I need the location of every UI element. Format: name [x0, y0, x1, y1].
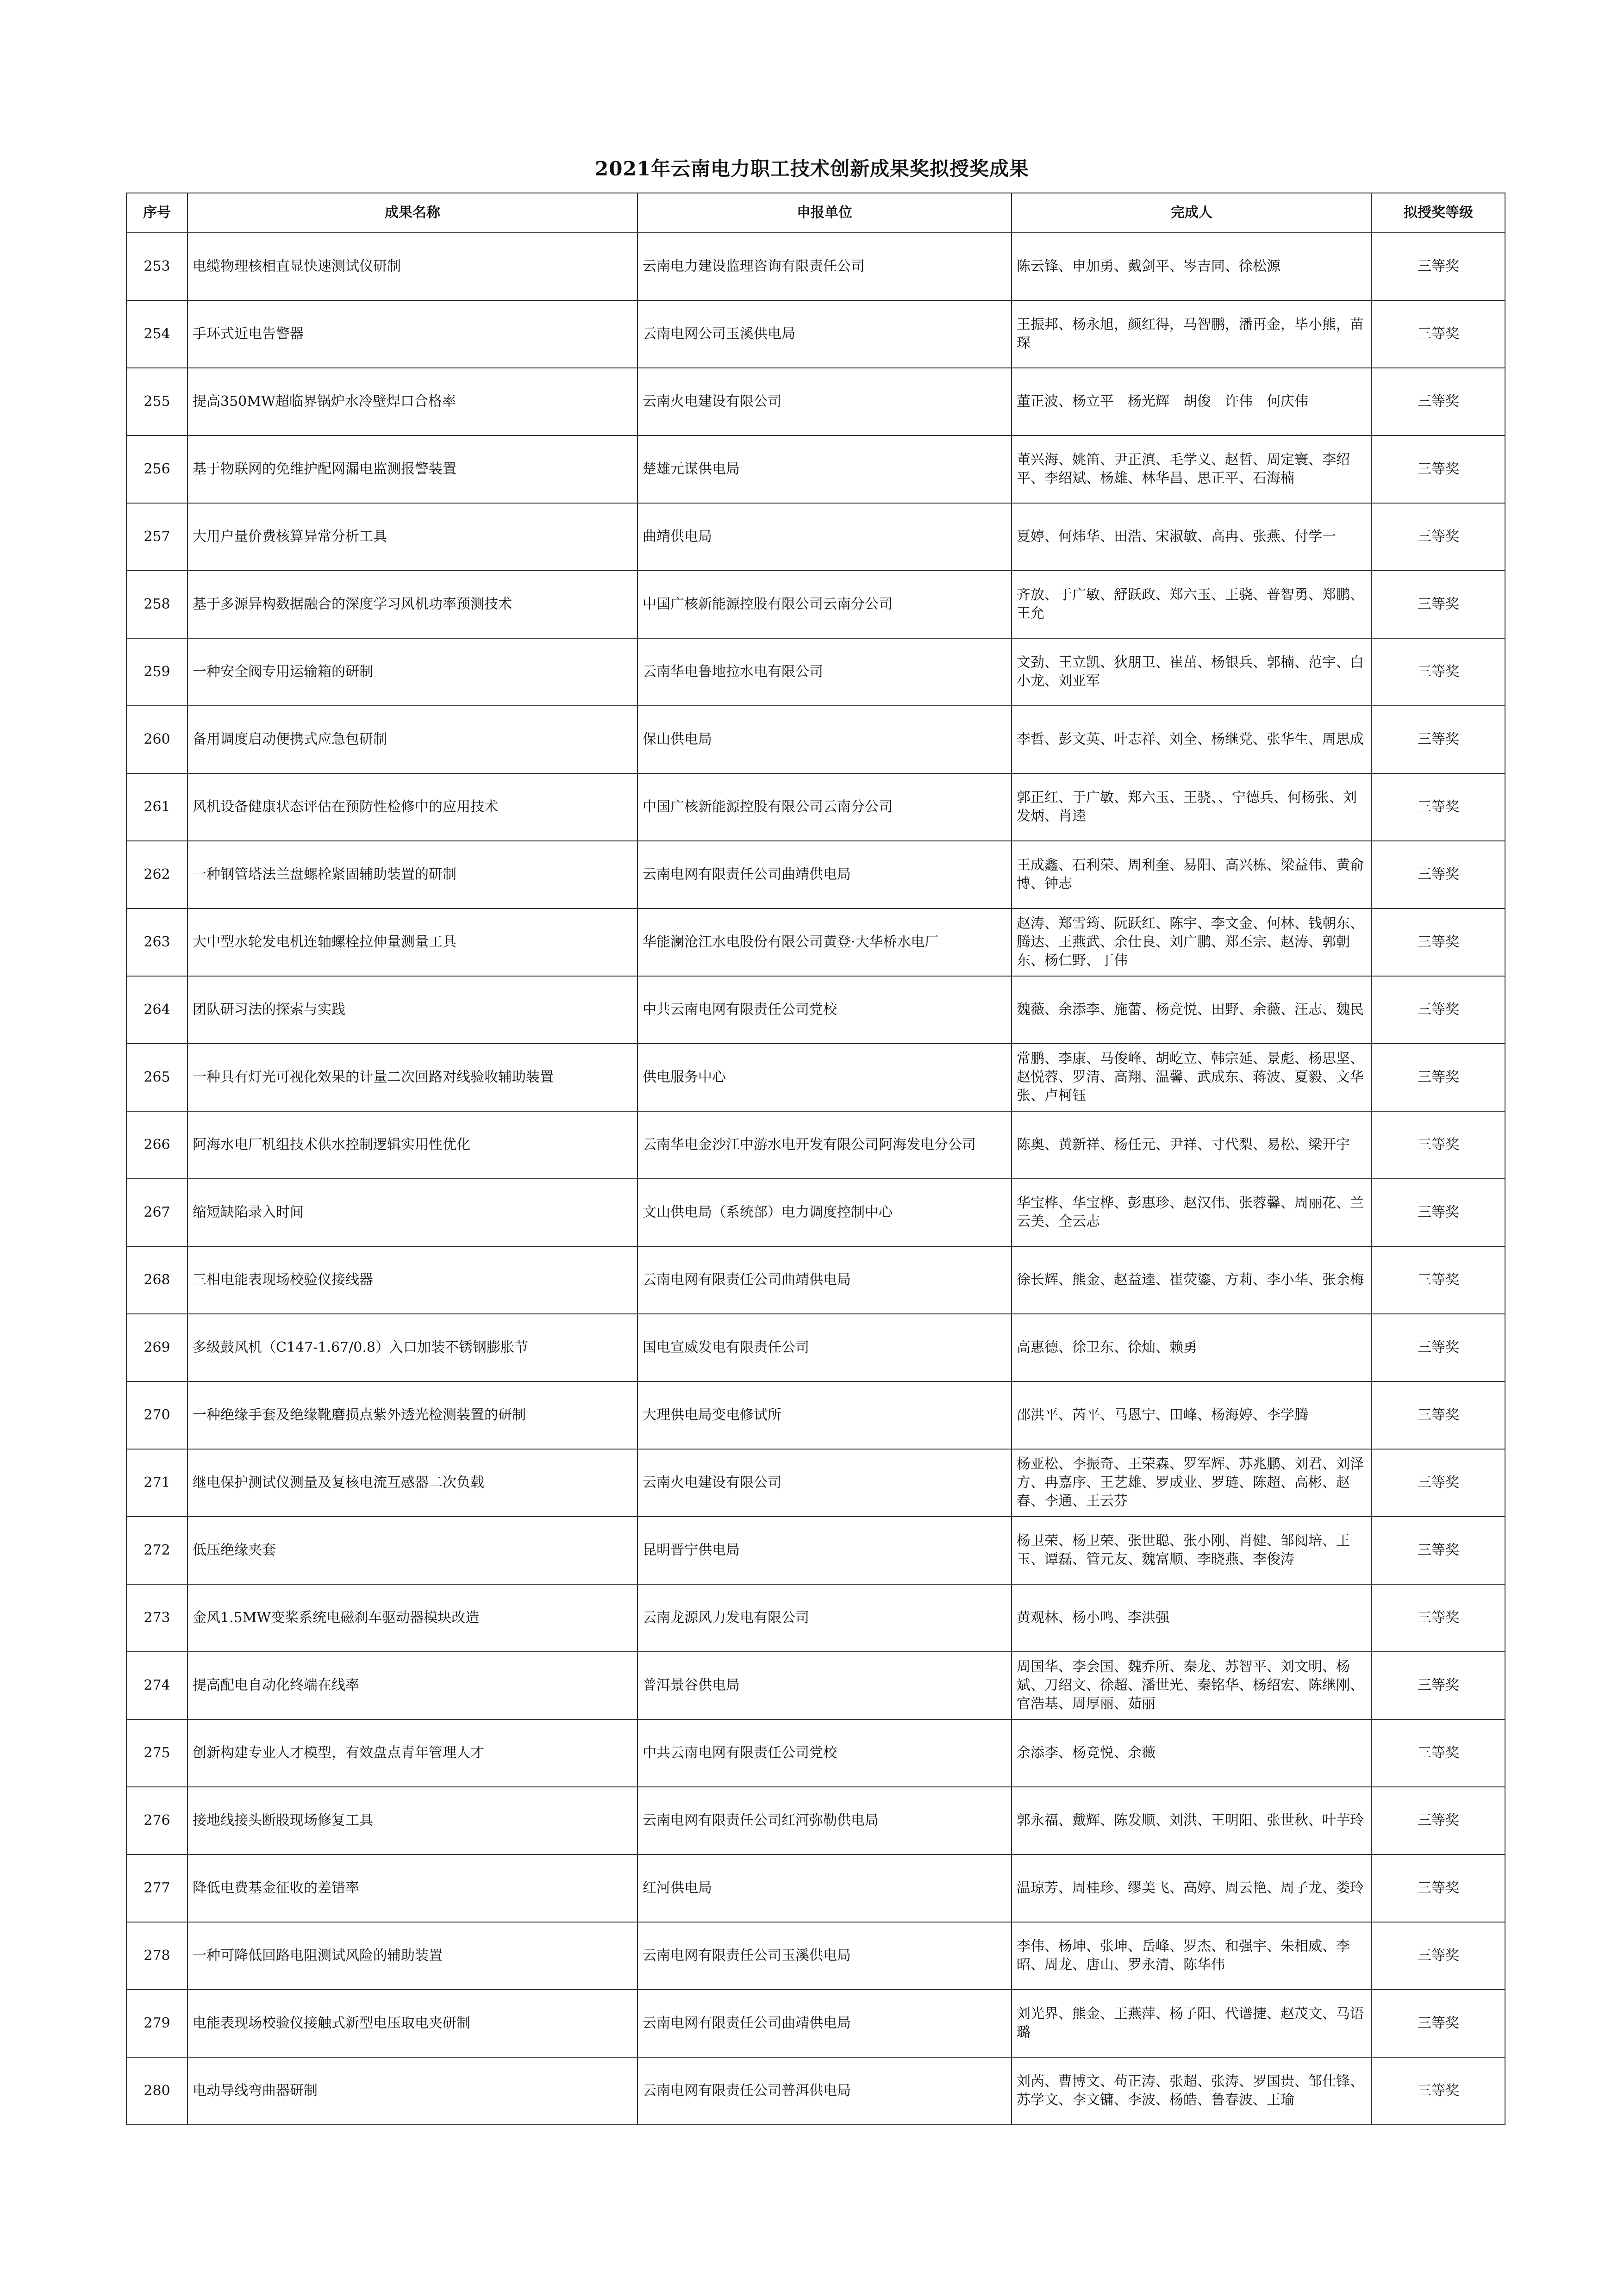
cell-unit: 国电宣威发电有限责任公司 — [637, 1314, 1012, 1381]
cell-people: 文劲、王立凯、狄朋卫、崔茁、杨银兵、郭楠、范宇、白小龙、刘亚军 — [1012, 638, 1372, 706]
table-row — [126, 1990, 1505, 2057]
cell-no: 276 — [126, 1787, 187, 1854]
cell-unit: 大理供电局变电修试所 — [637, 1381, 1012, 1449]
cell-level: 三等奖 — [1372, 1044, 1505, 1111]
cell-people: 徐长辉、熊金、赵益逵、崔荧鎏、方莉、李小华、张余梅 — [1012, 1246, 1372, 1314]
cell-people: 刘光界、熊金、王燕萍、杨子阳、代谱捷、赵茂文、马语璐 — [1012, 1990, 1372, 2057]
cell-level: 三等奖 — [1372, 1719, 1505, 1787]
cell-no: 258 — [126, 571, 187, 638]
cell-unit: 云南电力建设监理咨询有限责任公司 — [637, 233, 1012, 300]
cell-unit: 云南电网有限责任公司曲靖供电局 — [637, 841, 1012, 908]
cell-level: 三等奖 — [1372, 638, 1505, 706]
cell-name: 一种绝缘手套及绝缘靴磨损点紫外透光检测装置的研制 — [187, 1381, 637, 1449]
cell-unit: 昆明晋宁供电局 — [637, 1517, 1012, 1584]
table-body — [126, 233, 1505, 2125]
cell-name: 大用户量价费核算异常分析工具 — [187, 503, 637, 571]
cell-people: 李哲、彭文英、叶志祥、刘全、杨继党、张华生、周思成 — [1012, 706, 1372, 773]
table-row — [126, 1584, 1505, 1652]
cell-level: 三等奖 — [1372, 1314, 1505, 1381]
cell-no: 259 — [126, 638, 187, 706]
cell-no: 269 — [126, 1314, 187, 1381]
table-row — [126, 773, 1505, 841]
cell-level: 三等奖 — [1372, 1854, 1505, 1922]
cell-people: 赵涛、郑雪筠、阮跃红、陈宇、李文金、何林、钱朝东、腾达、王燕武、余仕良、刘广鹏、郑丕宗、赵涛、郭朝东、杨仁野、丁伟 — [1012, 908, 1372, 976]
cell-unit: 文山供电局（系统部）电力调度控制中心 — [637, 1179, 1012, 1246]
cell-level: 三等奖 — [1372, 706, 1505, 773]
cell-unit: 云南电网有限责任公司曲靖供电局 — [637, 1990, 1012, 2057]
cell-level: 三等奖 — [1372, 1449, 1505, 1517]
cell-level: 三等奖 — [1372, 571, 1505, 638]
table-row — [126, 1111, 1505, 1179]
cell-level: 三等奖 — [1372, 1179, 1505, 1246]
cell-level: 三等奖 — [1372, 773, 1505, 841]
cell-level: 三等奖 — [1372, 300, 1505, 368]
cell-no: 264 — [126, 976, 187, 1044]
table-row — [126, 1381, 1505, 1449]
table-row — [126, 368, 1505, 436]
table-row — [126, 1922, 1505, 1990]
table-row — [126, 571, 1505, 638]
cell-people: 陈云锋、申加勇、戴剑平、岑吉同、徐松源 — [1012, 233, 1372, 300]
cell-unit: 楚雄元谋供电局 — [637, 436, 1012, 503]
cell-no: 263 — [126, 908, 187, 976]
cell-no: 278 — [126, 1922, 187, 1990]
cell-name: 一种钢管塔法兰盘螺栓紧固辅助装置的研制 — [187, 841, 637, 908]
cell-people: 常鹏、李康、马俊峰、胡屹立、韩宗延、景彪、杨思坚、赵悦蓉、罗清、高翔、温馨、武成东、蒋波、夏毅、文华张、卢柯钰 — [1012, 1044, 1372, 1111]
cell-people: 温琼芳、周桂珍、缪美飞、高婷、周云艳、周子龙、娄玲 — [1012, 1854, 1372, 1922]
table-row — [126, 908, 1505, 976]
cell-unit: 普洱景谷供电局 — [637, 1652, 1012, 1719]
table-row — [126, 436, 1505, 503]
cell-no: 271 — [126, 1449, 187, 1517]
table-row — [126, 300, 1505, 368]
cell-no: 253 — [126, 233, 187, 300]
cell-no: 277 — [126, 1854, 187, 1922]
cell-unit: 云南龙源风力发电有限公司 — [637, 1584, 1012, 1652]
cell-name: 基于多源异构数据融合的深度学习风机功率预测技术 — [187, 571, 637, 638]
cell-people: 李伟、杨坤、张坤、岳峰、罗杰、和强宇、朱相威、李昭、周龙、唐山、罗永清、陈华伟 — [1012, 1922, 1372, 1990]
table-row — [126, 503, 1505, 571]
cell-name: 电能表现场校验仪接触式新型电压取电夹研制 — [187, 1990, 637, 2057]
cell-unit: 云南电网公司玉溪供电局 — [637, 300, 1012, 368]
table-header-row — [126, 193, 1505, 233]
table-row — [126, 1854, 1505, 1922]
cell-level: 三等奖 — [1372, 1517, 1505, 1584]
table-row — [126, 1314, 1505, 1381]
cell-no: 272 — [126, 1517, 187, 1584]
cell-no: 274 — [126, 1652, 187, 1719]
cell-unit: 中共云南电网有限责任公司党校 — [637, 976, 1012, 1044]
cell-unit: 云南火电建设有限公司 — [637, 1449, 1012, 1517]
cell-level: 三等奖 — [1372, 908, 1505, 976]
cell-no: 261 — [126, 773, 187, 841]
cell-name: 电动导线弯曲器研制 — [187, 2057, 637, 2125]
cell-name: 提高350MW超临界锅炉水冷壁焊口合格率 — [187, 368, 637, 436]
header-people: 完成人 — [1012, 193, 1372, 233]
cell-no: 267 — [126, 1179, 187, 1246]
cell-no: 266 — [126, 1111, 187, 1179]
cell-no: 279 — [126, 1990, 187, 2057]
table-row — [126, 2057, 1505, 2125]
cell-name: 备用调度启动便携式应急包研制 — [187, 706, 637, 773]
table-row — [126, 638, 1505, 706]
cell-level: 三等奖 — [1372, 233, 1505, 300]
cell-level: 三等奖 — [1372, 1246, 1505, 1314]
cell-name: 阿海水电厂机组技术供水控制逻辑实用性优化 — [187, 1111, 637, 1179]
cell-unit: 中国广核新能源控股有限公司云南分公司 — [637, 571, 1012, 638]
cell-people: 陈奥、黄新祥、杨任元、尹祥、寸代梨、易松、梁开宇 — [1012, 1111, 1372, 1179]
cell-unit: 华能澜沧江水电股份有限公司黄登·大华桥水电厂 — [637, 908, 1012, 976]
header-level: 拟授奖等级 — [1372, 193, 1505, 233]
cell-people: 夏婷、何炜华、田浩、宋淑敏、高冉、张燕、付学一 — [1012, 503, 1372, 571]
cell-name: 创新构建专业人才模型，有效盘点青年管理人才 — [187, 1719, 637, 1787]
cell-unit: 供电服务中心 — [637, 1044, 1012, 1111]
cell-people: 郭正红、于广敏、郑六玉、王骁、、宁德兵、何杨张、刘发炳、肖逵 — [1012, 773, 1372, 841]
cell-no: 262 — [126, 841, 187, 908]
cell-unit: 云南华电金沙江中游水电开发有限公司阿海发电分公司 — [637, 1111, 1012, 1179]
cell-level: 三等奖 — [1372, 1990, 1505, 2057]
cell-level: 三等奖 — [1372, 1787, 1505, 1854]
cell-people: 杨卫荣、杨卫荣、张世聪、张小刚、肖健、邹阅培、王玉、谭磊、管元友、魏富顺、李晓燕、李俊涛 — [1012, 1517, 1372, 1584]
cell-name: 手环式近电告警器 — [187, 300, 637, 368]
cell-name: 风机设备健康状态评估在预防性检修中的应用技术 — [187, 773, 637, 841]
cell-no: 256 — [126, 436, 187, 503]
cell-people: 郭永福、戴辉、陈发顺、刘洪、王明阳、张世秋、叶芋玲 — [1012, 1787, 1372, 1854]
cell-no: 255 — [126, 368, 187, 436]
cell-level: 三等奖 — [1372, 1381, 1505, 1449]
cell-people: 邵洪平、芮平、马恩宁、田峰、杨海婷、李学腾 — [1012, 1381, 1372, 1449]
cell-unit: 红河供电局 — [637, 1854, 1012, 1922]
cell-level: 三等奖 — [1372, 1652, 1505, 1719]
cell-unit: 云南华电鲁地拉水电有限公司 — [637, 638, 1012, 706]
cell-unit: 云南电网有限责任公司普洱供电局 — [637, 2057, 1012, 2125]
cell-name: 多级鼓风机（C147-1.67/0.8）入口加装不锈钢膨胀节 — [187, 1314, 637, 1381]
cell-name: 提高配电自动化终端在线率 — [187, 1652, 637, 1719]
cell-level: 三等奖 — [1372, 976, 1505, 1044]
cell-no: 268 — [126, 1246, 187, 1314]
header-no: 序号 — [126, 193, 187, 233]
table-row — [126, 233, 1505, 300]
cell-people: 董正波、杨立平 杨光辉 胡俊 许伟 何庆伟 — [1012, 368, 1372, 436]
cell-name: 一种具有灯光可视化效果的计量二次回路对线验收辅助装置 — [187, 1044, 637, 1111]
cell-name: 团队研习法的探索与实践 — [187, 976, 637, 1044]
cell-people: 刘芮、曹博文、苟正涛、张超、张涛、罗国贵、邹仕锋、苏学文、李文镛、李波、杨皓、鲁春波、王瑜 — [1012, 2057, 1372, 2125]
cell-level: 三等奖 — [1372, 436, 1505, 503]
cell-unit: 云南电网有限责任公司曲靖供电局 — [637, 1246, 1012, 1314]
page-title: 2021年云南电力职工技术创新成果奖拟授奖成果 — [595, 157, 1029, 180]
cell-name: 大中型水轮发电机连轴螺栓拉伸量测量工具 — [187, 908, 637, 976]
cell-people: 杨亚松、李振奇、王荣森、罗军辉、苏兆鹏、刘君、刘泽方、冉嘉序、王艺雄、罗成业、罗琏、陈超、高彬、赵春、李通、王云芬 — [1012, 1449, 1372, 1517]
cell-no: 257 — [126, 503, 187, 571]
cell-level: 三等奖 — [1372, 2057, 1505, 2125]
cell-unit: 中国广核新能源控股有限公司云南分公司 — [637, 773, 1012, 841]
cell-name: 一种可降低回路电阻测试风险的辅助装置 — [187, 1922, 637, 1990]
cell-people: 黄观林、杨小鸣、李洪强 — [1012, 1584, 1372, 1652]
cell-unit: 曲靖供电局 — [637, 503, 1012, 571]
cell-name: 降低电费基金征收的差错率 — [187, 1854, 637, 1922]
cell-name: 三相电能表现场校验仪接线器 — [187, 1246, 637, 1314]
table-row — [126, 1179, 1505, 1246]
table-row — [126, 1652, 1505, 1719]
cell-unit: 云南电网有限责任公司红河弥勒供电局 — [637, 1787, 1012, 1854]
cell-no: 273 — [126, 1584, 187, 1652]
table-row — [126, 1044, 1505, 1111]
cell-level: 三等奖 — [1372, 503, 1505, 571]
cell-no: 254 — [126, 300, 187, 368]
cell-name: 接地线接头断股现场修复工具 — [187, 1787, 637, 1854]
cell-unit: 云南火电建设有限公司 — [637, 368, 1012, 436]
table-row — [126, 706, 1505, 773]
cell-name: 一种安全阀专用运输箱的研制 — [187, 638, 637, 706]
table-row — [126, 976, 1505, 1044]
header-unit: 申报单位 — [637, 193, 1012, 233]
cell-unit: 保山供电局 — [637, 706, 1012, 773]
cell-people: 王成鑫、石利荣、周利奎、易阳、高兴栋、梁益伟、黄俞博、钟志 — [1012, 841, 1372, 908]
cell-name: 金风1.5MW变桨系统电磁刹车驱动器模块改造 — [187, 1584, 637, 1652]
cell-people: 王振邦、杨永旭，颜红得，马智鹏，潘再金，毕小熊，苗琛 — [1012, 300, 1372, 368]
cell-people: 高惠德、徐卫东、徐灿、赖勇 — [1012, 1314, 1372, 1381]
cell-name: 缩短缺陷录入时间 — [187, 1179, 637, 1246]
header-name: 成果名称 — [187, 193, 637, 233]
cell-people: 魏薇、余添李、施蕾、杨竞悦、田野、余薇、汪志、魏民 — [1012, 976, 1372, 1044]
table-row — [126, 841, 1505, 908]
cell-unit: 云南电网有限责任公司玉溪供电局 — [637, 1922, 1012, 1990]
table-row — [126, 1719, 1505, 1787]
cell-name: 继电保护测试仪测量及复核电流互感器二次负载 — [187, 1449, 637, 1517]
table-row — [126, 1787, 1505, 1854]
cell-people: 周国华、李会国、魏乔所、秦龙、苏智平、刘文明、杨斌、刀绍文、徐超、潘世光、秦铭华、杨绍宏、陈继刚、官浩基、周厚丽、茹丽 — [1012, 1652, 1372, 1719]
cell-no: 270 — [126, 1381, 187, 1449]
cell-level: 三等奖 — [1372, 841, 1505, 908]
table-row — [126, 1517, 1505, 1584]
awards-table — [126, 193, 1505, 2125]
cell-no: 275 — [126, 1719, 187, 1787]
cell-people: 齐放、于广敏、舒跃政、郑六玉、王骁、普智勇、郑鹏、王允 — [1012, 571, 1372, 638]
cell-level: 三等奖 — [1372, 1584, 1505, 1652]
cell-name: 基于物联网的免维护配网漏电监测报警装置 — [187, 436, 637, 503]
cell-level: 三等奖 — [1372, 1111, 1505, 1179]
cell-people: 华宝桦、华宝桦、彭惠珍、赵汉伟、张蓉馨、周丽花、兰云美、全云志 — [1012, 1179, 1372, 1246]
cell-people: 董兴海、姚笛、尹正滇、毛学义、赵哲、周定寰、李绍平、李绍斌、杨雄、林华昌、思正平、石海楠 — [1012, 436, 1372, 503]
cell-level: 三等奖 — [1372, 368, 1505, 436]
cell-name: 电缆物理核相直显快速测试仪研制 — [187, 233, 637, 300]
cell-unit: 中共云南电网有限责任公司党校 — [637, 1719, 1012, 1787]
table-row — [126, 1246, 1505, 1314]
table-row — [126, 1449, 1505, 1517]
cell-level: 三等奖 — [1372, 1922, 1505, 1990]
cell-no: 280 — [126, 2057, 187, 2125]
cell-name: 低压绝缘夹套 — [187, 1517, 637, 1584]
cell-people: 余添李、杨竞悦、余薇 — [1012, 1719, 1372, 1787]
cell-no: 260 — [126, 706, 187, 773]
cell-no: 265 — [126, 1044, 187, 1111]
